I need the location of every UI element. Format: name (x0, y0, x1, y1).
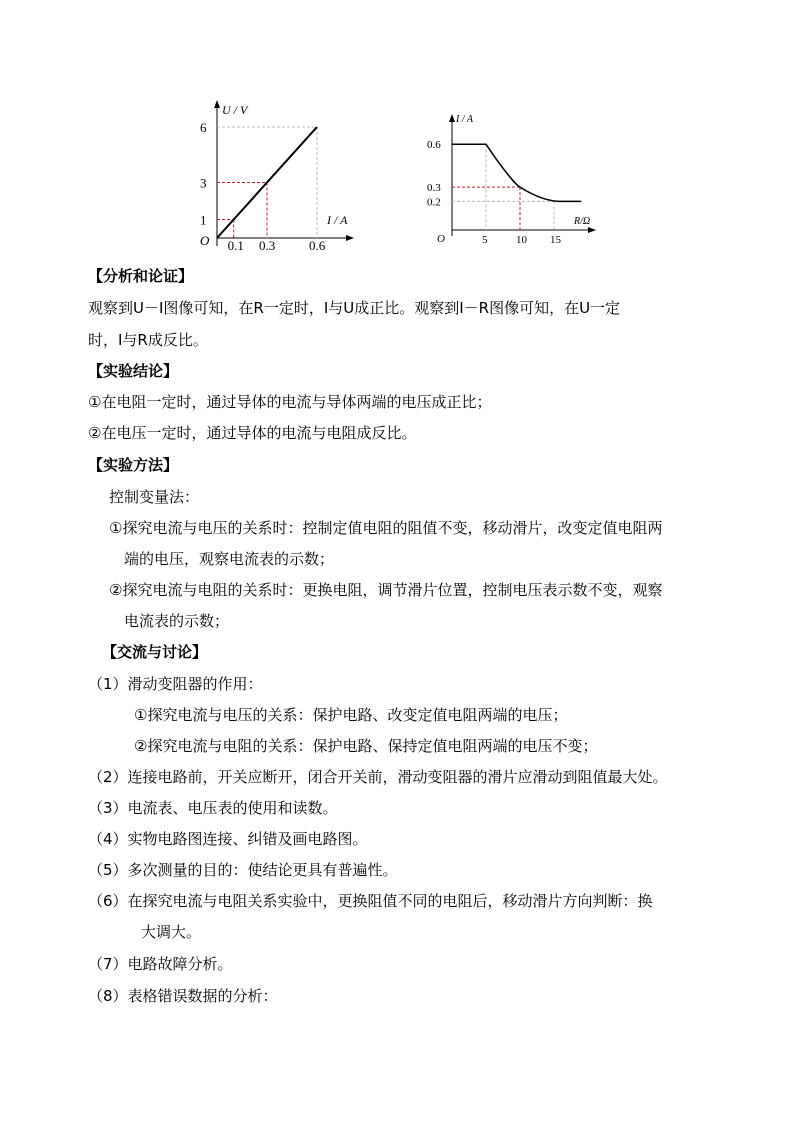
x-axis-arrow-icon (588, 227, 596, 233)
discussion-subitem: ①探究电流与电压的关系：保护电路、改变定值电阻两端的电压； (134, 706, 568, 724)
heading-discussion: 【交流与讨论】 (102, 643, 208, 661)
discussion-item-cont: 大调大。 (141, 923, 202, 941)
y-tick-label: 3 (200, 175, 207, 191)
x-tick-label: 15 (550, 234, 561, 246)
i-r-chart (420, 96, 600, 246)
x-tick-label: 0.1 (227, 238, 244, 253)
discussion-item: （1）滑动变阻器的作用： (88, 675, 263, 693)
y-axis-label: I / A (456, 114, 474, 125)
x-axis-label: I / A (327, 213, 348, 227)
discussion-item: （7）电路故障分析。 (88, 955, 233, 973)
y-tick-label: 1 (200, 212, 207, 228)
discussion-item: （3）电流表、电压表的使用和读数。 (88, 799, 338, 817)
method-item-cont: 端的电压，观察电流表的示数； (124, 550, 335, 568)
method-item: ①探究电流与电压的关系时：控制定值电阻的阻值不变，移动滑片，改变定值电阻两 (109, 519, 663, 537)
discussion-subitem: ②探究电流与电阻的关系：保护电路、保持定值电阻两端的电压不变； (134, 737, 598, 755)
x-tick-label: 0.6 (309, 238, 326, 253)
y-tick-label: 0.6 (427, 139, 441, 152)
y-axis-arrow-icon (449, 114, 455, 122)
method-text: 控制变量法： (109, 488, 200, 506)
paragraph-line: 时，I与R成反比。 (88, 331, 208, 349)
discussion-item: （2）连接电路前，开关应断开，闭合开关前，滑动变阻器的滑片应滑动到阻值最大处。 (88, 768, 668, 786)
paragraph-line: 观察到U－I图像可知，在R一定时，I与U成正比。观察到I－R图像可知，在U一定 (88, 299, 621, 317)
discussion-item: （8）表格错误数据的分析： (88, 987, 278, 1005)
origin-label: O (437, 233, 445, 245)
x-axis-label: R/Ω (574, 216, 591, 227)
y-axis-label: U / V (222, 103, 248, 117)
y-axis-arrow-icon (214, 100, 220, 108)
discussion-item: （6）在探究电流与电阻关系实验中，更换阻值不同的电阻后，移动滑片方向判断：换 (88, 892, 653, 910)
discussion-item: （5）多次测量的目的：使结论更具有普遍性。 (88, 861, 398, 879)
heading-conclusion: 【实验结论】 (88, 362, 179, 380)
x-tick-label: 0.3 (259, 238, 276, 253)
x-axis-arrow-icon (346, 235, 354, 241)
conclusion-item: ①在电阻一定时，通过导体的电流与导体两端的电压成正比； (88, 393, 492, 411)
x-tick-label: 5 (482, 234, 488, 246)
series-curve (452, 144, 581, 201)
method-item: ②探究电流与电阻的关系时：更换电阻，调节滑片位置，控制电压表示数不变，观察 (109, 581, 663, 599)
heading-analysis: 【分析和论证】 (88, 267, 194, 285)
method-item-cont: 电流表的示数； (124, 612, 230, 630)
conclusion-item: ②在电压一定时，通过导体的电流与电阻成反比。 (88, 424, 417, 442)
origin-label: O (200, 233, 210, 248)
u-i-chart (190, 96, 360, 256)
heading-method: 【实验方法】 (88, 456, 179, 474)
discussion-item: （4）实物电路图连接、纠错及画电路图。 (88, 830, 368, 848)
y-tick-label: 0.2 (427, 196, 441, 209)
x-tick-label: 10 (516, 234, 527, 246)
y-tick-label: 6 (200, 120, 207, 135)
y-tick-label: 0.3 (427, 182, 441, 195)
